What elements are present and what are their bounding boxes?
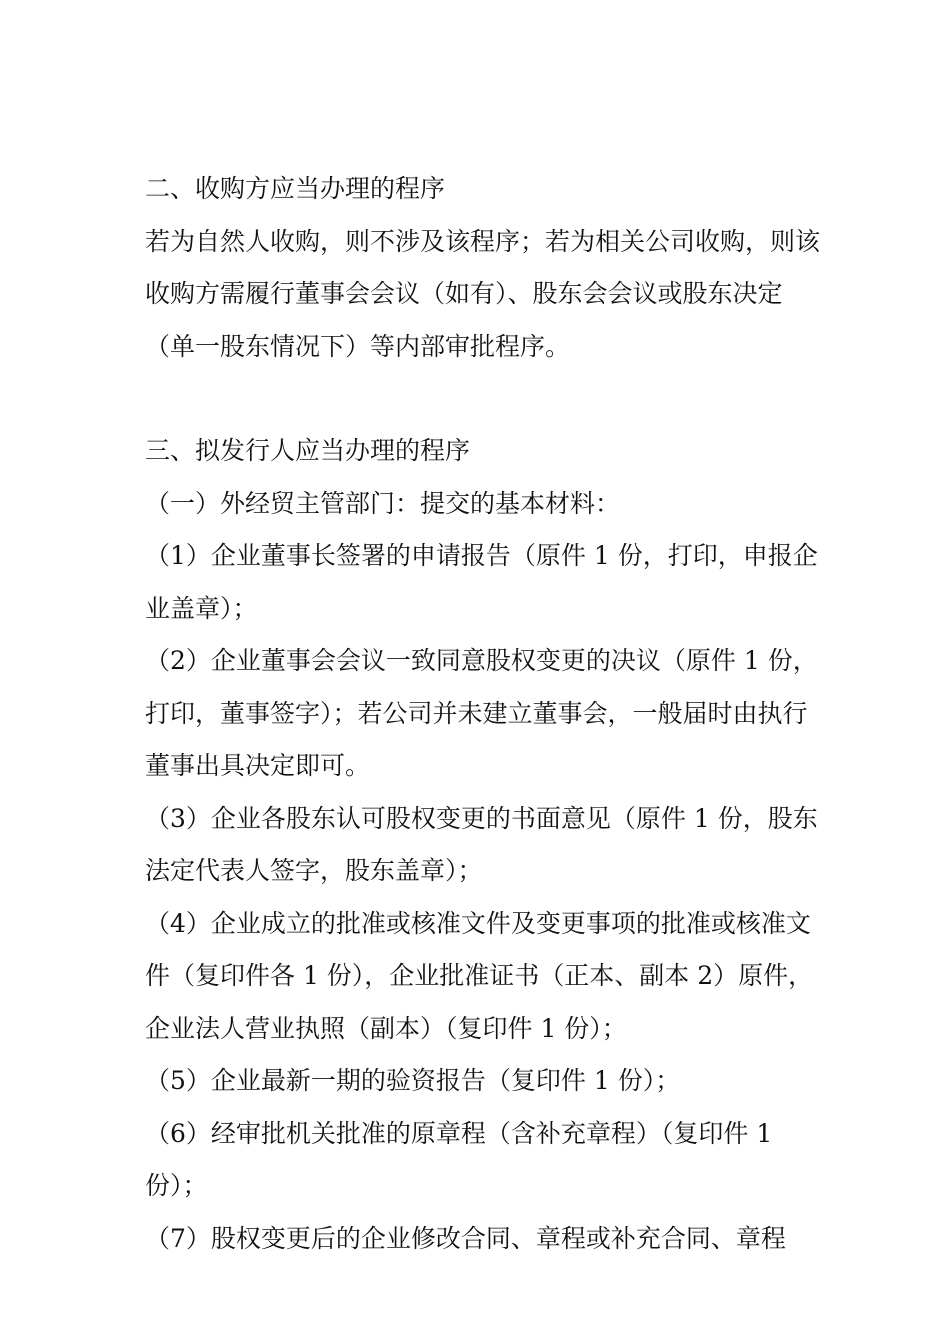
list-item-7: （7）股权变更后的企业修改合同、章程或补充合同、章程 [145,1223,786,1253]
section-heading-3: 三、拟发行人应当办理的程序 [145,436,471,465]
list-item-6: （6）经审批机关批准的原章程（含补充章程）（复印件 1 份）； [145,1118,773,1200]
section-spacer [145,373,825,425]
list-item-5: （5）企业最新一期的验资报告（复印件 1 份）； [145,1066,681,1095]
list-item-4: （4）企业成立的批准或核准文件及变更事项的批准或核准文件（复印件各 1 份），企业批准证书（正本、副本 2）原件，企业法人营业执照（副本）（复印件 1 份）； [145,908,814,1043]
list-item-1: （1）企业董事长签署的申请报告（原件 1 份，打印，申报企业盖章）； [145,541,818,623]
subsection-heading: （一）外经贸主管部门：提交的基本材料： [145,488,621,518]
section2-paragraph: 若为自然人收购，则不涉及该程序；若为相关公司收购，则该收购方需履行董事会会议（如有）、股东会会议或股东决定（单一股东情况下）等内部审批程序。 [145,226,821,361]
section-heading-2: 二、收购方应当办理的程序 [145,174,446,203]
document-body [145,163,825,1265]
list-item-3: （3）企业各股东认可股权变更的书面意见（原件 1 份，股东法定代表人签字，股东盖章）； [145,803,818,885]
list-item-2: （2）企业董事会会议一致同意股权变更的决议（原件 1 份，打印，董事签字）；若公司并未建立董事会，一般届时由执行董事出具决定即可。 [145,646,818,780]
